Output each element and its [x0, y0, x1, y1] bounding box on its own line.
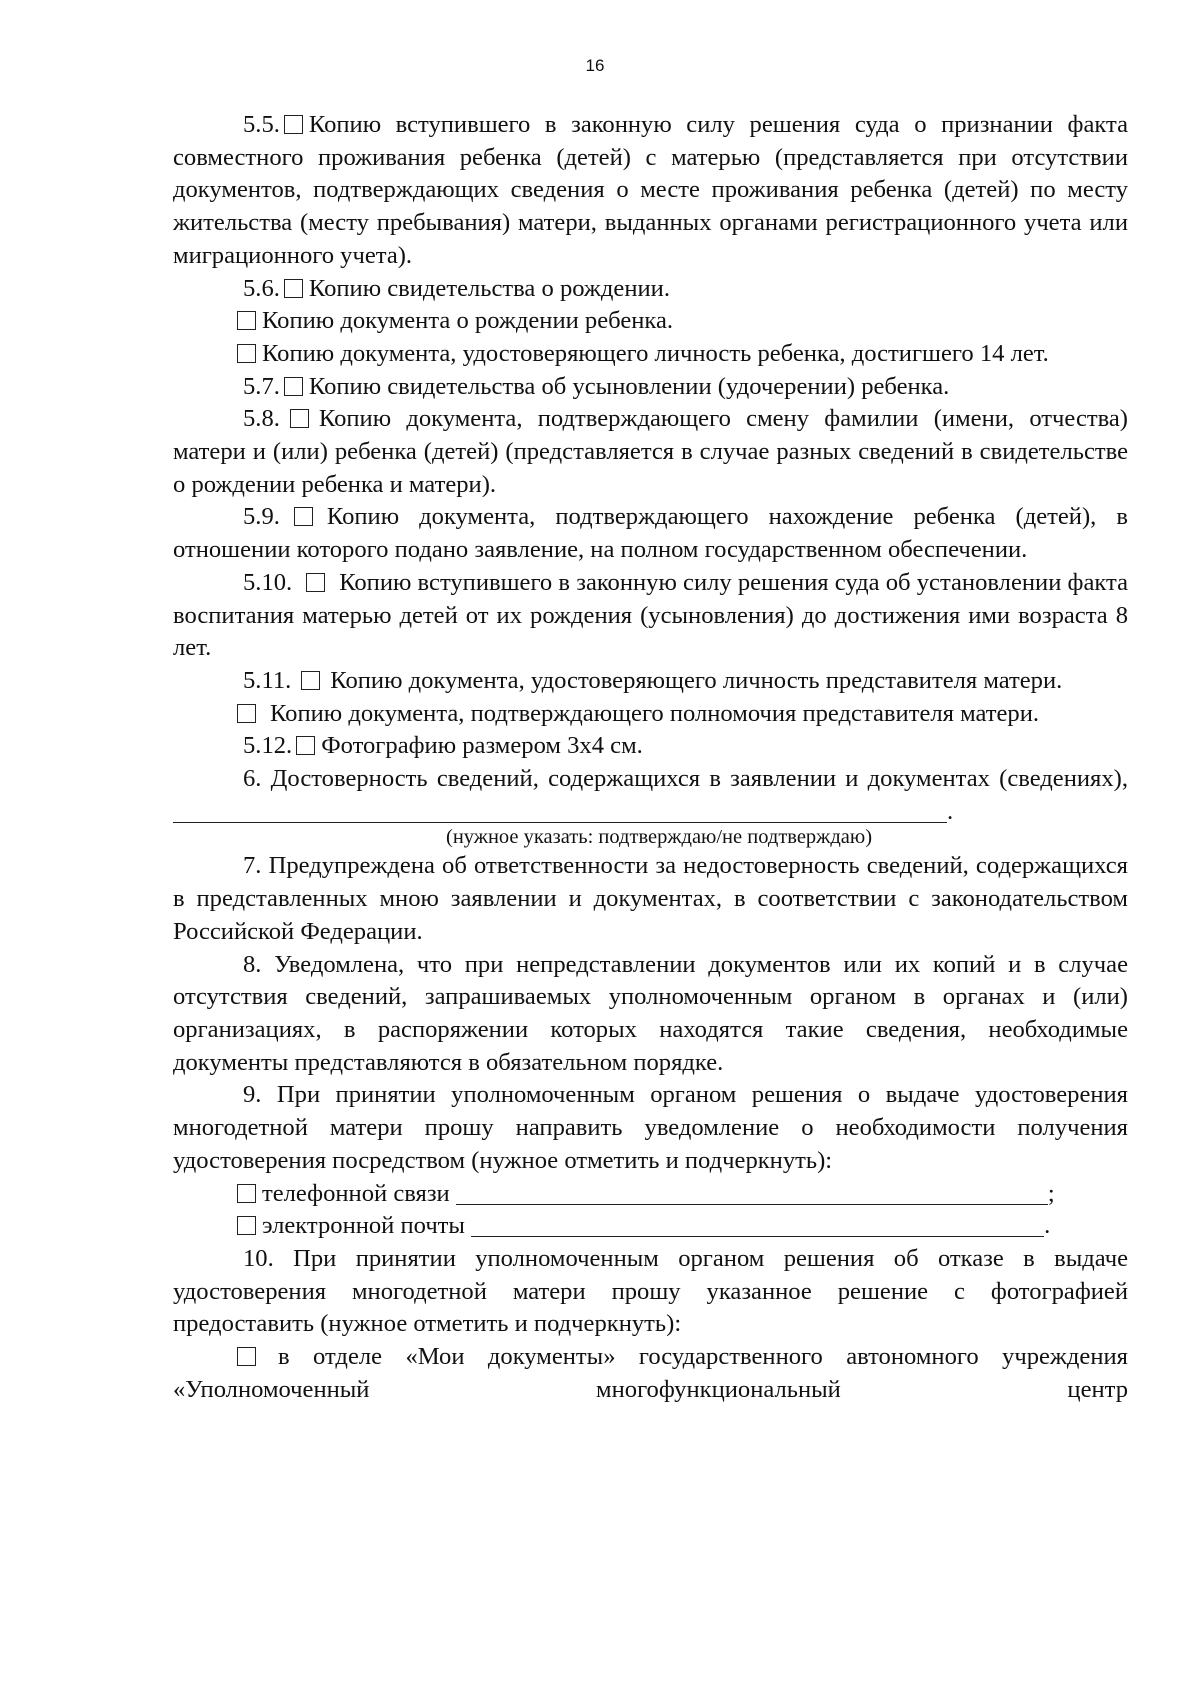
item-5-5 — [173, 109, 1128, 273]
item-text: Фотографию размером 3x4 см. — [321, 732, 643, 760]
item-text: Копию документа о рождении ребенка. — [262, 307, 674, 335]
item-number: 5.8. — [243, 405, 280, 433]
item-text: Копию свидетельства о рождении. — [308, 274, 670, 302]
item-5-6-birth-document — [173, 305, 1128, 338]
checkbox[interactable] — [294, 507, 313, 526]
checkbox[interactable] — [284, 279, 303, 298]
item-5-11 — [173, 665, 1128, 698]
item-5-6-child-identity — [173, 338, 1128, 371]
paragraph-text: 6. Достоверность сведений, содержащихся в заявлении и документах (сведениях), — [243, 765, 1128, 793]
item-5-7 — [173, 371, 1128, 404]
checkbox[interactable] — [237, 311, 256, 330]
punctuation: . — [1044, 1212, 1051, 1240]
item-5-6 — [173, 273, 1128, 306]
option-phone — [173, 1178, 1128, 1211]
checkbox[interactable] — [306, 573, 325, 592]
paragraph-7: 7. Предупреждена об ответственности за недостоверность сведений, содержащихся в представленных мною заявлении и документах, в соответствии с законодательством Российской Федерации. — [173, 852, 1128, 945]
checkbox[interactable] — [301, 671, 320, 690]
item-text: Копию документа, подтверждающего смену фамилии (имени, отчества) матери и (или) ребенка (детей) (представляется в случае разных сведений в свидетельстве о рождении ребенка и матери). — [173, 405, 1128, 498]
option-mfc — [173, 1341, 1128, 1406]
item-5-10 — [173, 567, 1128, 665]
paragraph-6 — [173, 763, 1128, 828]
checkbox[interactable] — [237, 1184, 256, 1203]
checkbox[interactable] — [284, 115, 303, 134]
item-text: Копию документа, подтверждающего полномочия представителя матери. — [270, 699, 1040, 727]
option-label: в отделе «Мои документы» государственного автономного учреждения «Уполномоченный многофункциональный центр — [173, 1343, 1128, 1403]
item-5-12 — [173, 730, 1128, 763]
punctuation: . — [947, 797, 954, 825]
checkbox[interactable] — [290, 409, 309, 428]
item-number: 5.12. — [243, 732, 293, 760]
paragraph-6-hint: (нужное указать: подтверждаю/не подтверждаю) — [446, 826, 873, 849]
checkbox[interactable] — [237, 1216, 256, 1235]
document-body — [173, 109, 1128, 1406]
item-text: Копию вступившего в законную силу решения суда об установлении факта воспитания матерью детей от их рождения (усыновления) до достижения ими возраста 8 лет. — [173, 568, 1128, 662]
option-label: электронной почты — [262, 1212, 465, 1240]
reliability-input-line[interactable] — [173, 800, 947, 823]
item-text: Копию вступившего в законную силу решения суда о признании факта совместного проживания ребенка (детей) с матерью (представляется при отсутствии документов, подтверждающих сведения о месте проживания ребенка (детей) по месту жительства (месту пребывания) матери, выданных органами регистрационного учета или миграционного учета). — [173, 111, 1128, 269]
item-number: 5.7. — [243, 372, 280, 400]
item-text: Копию свидетельства об усыновлении (удочерении) ребенка. — [308, 372, 950, 400]
paragraph-8: 8. Уведомлена, что при непредставлении документов или их копий и в случае отсутствия сведений, запрашиваемых уполномоченным органом в органах и (или) организациях, в распоряжении которых находятся такие сведения, необходимые документы представляются в обязательном порядке. — [173, 950, 1128, 1076]
option-label: телефонной связи — [262, 1179, 450, 1207]
item-5-8 — [173, 403, 1128, 501]
checkbox[interactable] — [296, 736, 315, 755]
paragraph-10: 10. При принятии уполномоченным органом решения об отказе в выдаче удостоверения многодетной матери прошу указанное решение с фотографией предоставить (нужное отметить и подчеркнуть): — [173, 1244, 1128, 1338]
item-5-9 — [173, 501, 1128, 566]
item-number: 5.5. — [243, 111, 280, 138]
option-email — [173, 1210, 1128, 1243]
item-5-11-authority — [173, 698, 1128, 731]
item-text: Копию документа, подтверждающего нахождение ребенка (детей), в отношении которого подано заявление, на полном государственном обеспечении. — [173, 503, 1128, 564]
checkbox[interactable] — [237, 344, 256, 363]
item-number: 5.11. — [243, 666, 292, 694]
checkbox[interactable] — [237, 1347, 256, 1366]
phone-input-line[interactable] — [456, 1182, 1048, 1205]
page-number: 16 — [585, 56, 605, 75]
item-text: Копию документа, удостоверяющего личность представителя матери. — [330, 666, 1063, 694]
punctuation: ; — [1047, 1179, 1055, 1207]
item-number: 5.9. — [243, 503, 280, 531]
paragraph-9: 9. При принятии уполномоченным органом решения о выдаче удостоверения многодетной матери прошу направить уведомление о необходимости получения удостоверения посредством (нужное отметить и подчеркнуть): — [173, 1081, 1128, 1174]
checkbox[interactable] — [284, 377, 303, 396]
email-input-line[interactable] — [471, 1214, 1044, 1237]
item-number: 5.10. — [243, 568, 293, 596]
item-text: Копию документа, удостоверяющего личность ребенка, достигшего 14 лет. — [262, 339, 1049, 367]
item-number: 5.6. — [243, 274, 280, 302]
checkbox[interactable] — [237, 704, 256, 723]
